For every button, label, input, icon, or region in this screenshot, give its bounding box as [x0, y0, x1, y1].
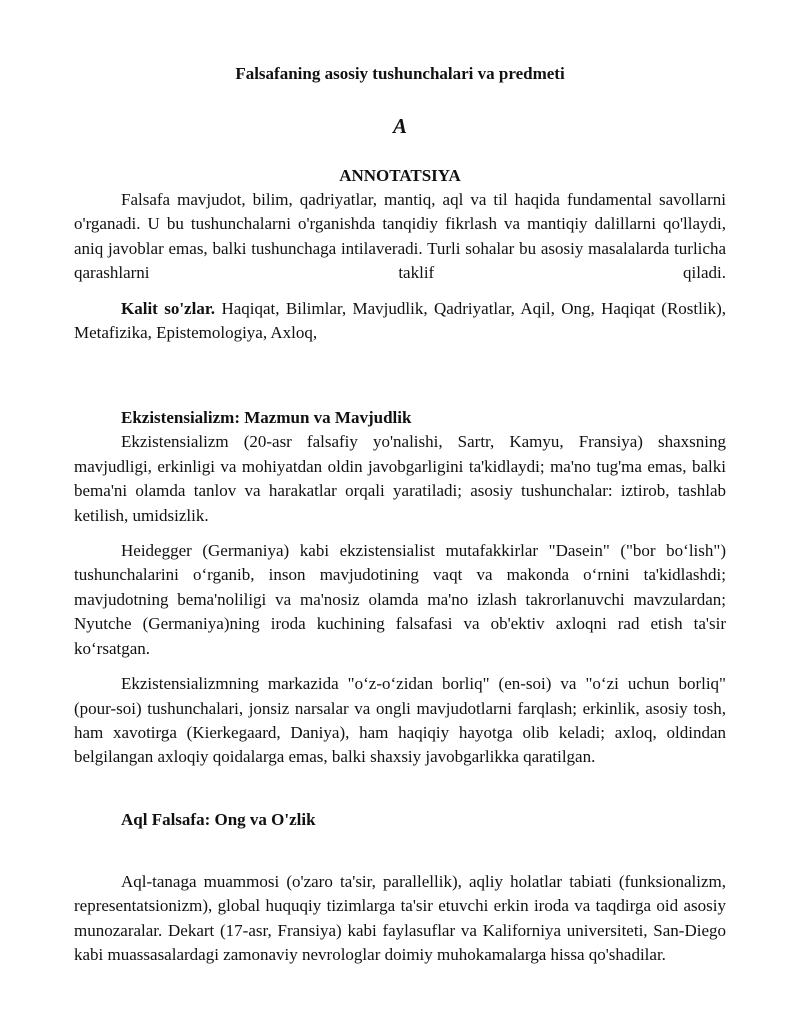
section-paragraph: Heidegger (Germaniya) kabi ekzistensialist mutafakkirlar "Dasein" ("bor bo‘lish") tushunchalarini o‘rganib, inson mavjudotining vaqt va makonda o‘rnini ta'kidlashdi; mavjudotning bema'noliligi va ma'nosiz olamda ma'no izlash takrorlanuvchi mavzulardan; Nyutche (Germaniya)ning iroda kuchining falsafasi va ob'ektiv axloqni rad etish ta'sir ko‘rsatgan. [74, 541, 726, 658]
keywords-label: Kalit so'zlar. [121, 298, 216, 318]
keywords-paragraph [74, 297, 726, 346]
section-paragraph: Ekzistensializm (20-asr falsafiy yo'nalishi, Sartr, Kamyu, Fransiya) shaxsning mavjudligi, erkinligi va mohiyatdan oldin javobgarligini ta'kidlaydi; ma'no tug'ma emas, balki bema'ni olamda tanlov va harakatlar orqali yaratiladi; asosiy tushunchalar: iztirob, tashlab ketilish, umidsizlik. [74, 432, 726, 525]
section-heading-philosophy-of-mind: Aql Falsafa: Ong va O'zlik [121, 809, 316, 829]
section-heading-existentialism: Ekzistensializm: Mazmun va Mavjudlik [121, 408, 412, 428]
section-paragraph: Ekzistensializmning markazida "o‘z-o‘zidan borliq" (en-soi) va "o‘zi uchun borliq" (pour-soi) tushunchalari, jonsiz narsalar va ongli mavjudotlarni farqlash; erkinlik, asosiy tosh, ham xavotirga (Kierkegaard, Daniya), ham haqiqiy hayotga olib keladi; axloq, oldindan belgilangan axloqiy qoidalarga emas, balki shaxsiy javobgarlikka qaratilgan. [74, 674, 726, 767]
author-mark: A [392, 114, 407, 138]
annotation-text: Falsafa mavjudot, bilim, qadriyatlar, mantiq, aql va til haqida fundamental savollarni o'rganadi. U bu tushunchalarni o'rganishda tanqidiy fikrlash va mantiqiy dalillarni qo'llaydi, aniq javoblar emas, balki tushunchaga intilaveradi. Turli sohalar bu asosiy masalalarda turlicha qarashlarni taklif qiladi. [74, 190, 726, 283]
document-title: Falsafaning asosiy tushunchalari va predmeti [235, 64, 565, 83]
keywords-text: Haqiqat, Bilimlar, Mavjudlik, Qadriyatlar, Aqil, Ong, Haqiqat (Rostlik), Metafizika, Epistemologiya, Axloq, [74, 298, 726, 343]
annotation-heading: ANNOTATSIYA [339, 166, 461, 185]
section-paragraph: Aql-tanaga muammosi (o'zaro ta'sir, parallellik), aqliy holatlar tabiati (funksionalizm, representatsionizm), global huquqiy tizimlarga ta'sir etuvchi erkin iroda va taqdirga oid asosiy munozaralar. Dekart (17-asr, Fransiya) kabi faylasuflar va Kaliforniya universiteti, San-Diego kabi muassasalardagi zamonaviy nevrologlar doimiy muhokamalarga hissa qo'shadilar. [74, 871, 726, 964]
